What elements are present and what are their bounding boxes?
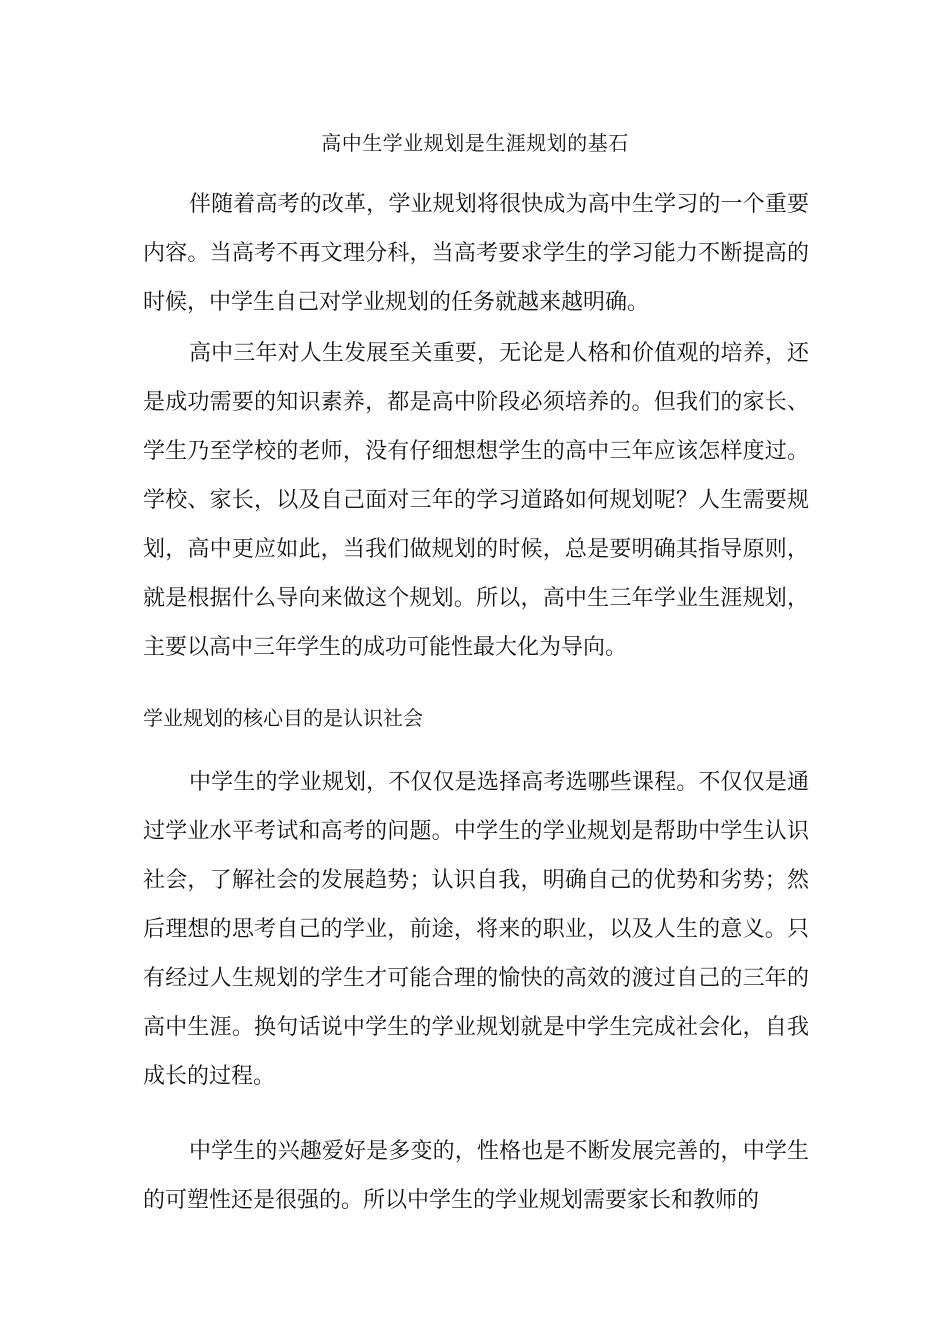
document-title: 高中生学业规划是生涯规划的基石 xyxy=(321,131,629,155)
section-subheading: 学业规划的核心目的是认识社会 xyxy=(143,706,423,730)
paragraph-3: 中学生的学业规划，不仅仅是选择高考选哪些课程。不仅仅是通过学业水平考试和高考的问题。中学生的学业规划是帮助中学生认识社会，了解社会的发展趋势；认识自我，明确自己的优势和劣势；然后理想的思考自己的学业，前途，将来的职业，以及人生的意义。只有经过人生规划的学生才可能合理的愉快的高效的渡过自己的三年的高中生涯。换句话说中学生的学业规划就是中学生完成社会化，自我成长的过程。 xyxy=(143,770,809,1089)
paragraph-2: 高中三年对人生发展至关重要，无论是人格和价值观的培养，还是成功需要的知识素养，都是高中阶段必须培养的。但我们的家长、学生乃至学校的老师，没有仔细想想学生的高中三年应该怎样度过。学校、家长，以及自己面对三年的学习道路如何规划呢？人生需要规划，高中更应如此，当我们做规划的时候，总是要明确其指导原则，就是根据什么导向来做这个规划。所以，高中生三年学业生涯规划，主要以高中三年学生的成功可能性最大化为导向。 xyxy=(143,341,809,660)
paragraph-4: 中学生的兴趣爱好是多变的，性格也是不断发展完善的，中学生的可塑性还是很强的。所以中学生的学业规划需要家长和教师的 xyxy=(143,1139,809,1213)
paragraph-1: 伴随着高考的改革，学业规划将很快成为高中生学习的一个重要内容。当高考不再文理分科，当高考要求学生的学习能力不断提高的时候，中学生自己对学业规划的任务就越来越明确。 xyxy=(143,192,809,315)
